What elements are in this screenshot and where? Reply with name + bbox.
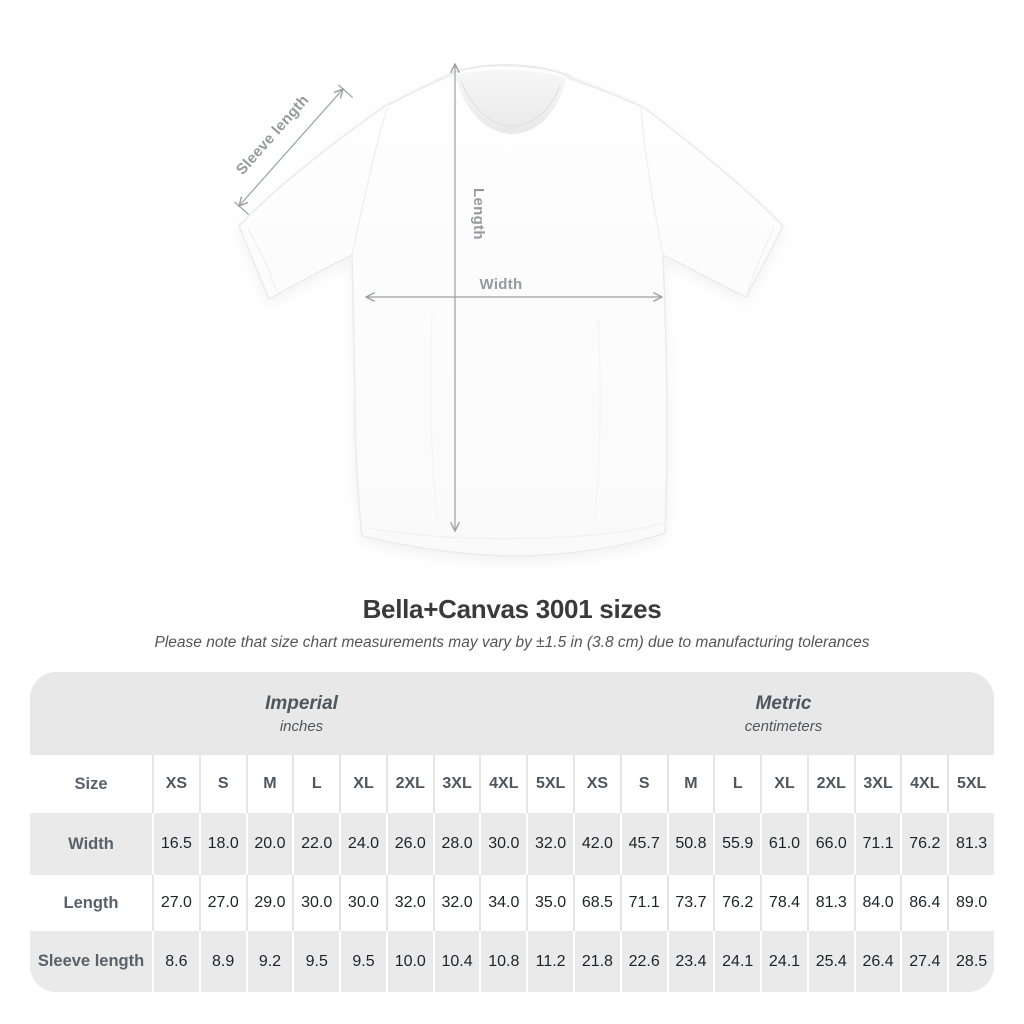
size-value-cell: 25.4 (807, 931, 854, 992)
page-title: Bella+Canvas 3001 sizes (362, 594, 662, 624)
size-col-header: XS (152, 755, 199, 813)
size-value-cell: 18.0 (199, 813, 246, 875)
width-row (30, 813, 994, 875)
size-col-header: 3XL (433, 755, 480, 813)
size-value-cell: 29.0 (246, 875, 293, 931)
size-value-cell: 26.4 (854, 931, 901, 992)
size-value-cell: 24.1 (713, 931, 760, 992)
size-value-cell: 32.0 (386, 875, 433, 931)
tolerance-note: Please note that size chart measurements may vary by ±1.5 in (3.8 cm) due to manufacturing tolerances (154, 634, 870, 651)
size-col-header: XS (573, 755, 620, 813)
size-header-row (30, 755, 994, 813)
imperial-header (30, 672, 573, 755)
metric-unit: centimeters (744, 717, 823, 735)
size-value-cell: 23.4 (667, 931, 714, 992)
size-value-cell: 24.1 (760, 931, 807, 992)
size-value-cell: 86.4 (900, 875, 947, 931)
size-value-cell: 8.9 (199, 931, 246, 992)
size-value-cell: 78.4 (760, 875, 807, 931)
size-col-header: 4XL (479, 755, 526, 813)
size-value-cell: 42.0 (573, 813, 620, 875)
size-value-cell: 45.7 (620, 813, 667, 875)
size-value-cell: 81.3 (947, 813, 994, 875)
size-value-cell: 16.5 (152, 813, 199, 875)
size-value-cell: 22.6 (620, 931, 667, 992)
size-col-header: M (246, 755, 293, 813)
size-col-header: 4XL (900, 755, 947, 813)
size-value-cell: 10.4 (433, 931, 480, 992)
size-col-header: L (713, 755, 760, 813)
imperial-unit: inches (279, 717, 324, 735)
size-value-cell: 76.2 (900, 813, 947, 875)
size-value-cell: 55.9 (713, 813, 760, 875)
size-value-cell: 66.0 (807, 813, 854, 875)
size-col-header: S (620, 755, 667, 813)
size-row-label: Size (30, 755, 152, 813)
size-value-cell: 73.7 (667, 875, 714, 931)
size-value-cell: 50.8 (667, 813, 714, 875)
size-col-header: L (292, 755, 339, 813)
size-value-cell: 27.4 (900, 931, 947, 992)
row-label-sleeve-length: Sleeve length (30, 931, 152, 992)
row-label-length: Length (30, 875, 152, 931)
size-value-cell: 26.0 (386, 813, 433, 875)
size-col-header: S (199, 755, 246, 813)
size-value-cell: 61.0 (760, 813, 807, 875)
size-value-cell: 21.8 (573, 931, 620, 992)
size-value-cell: 10.8 (479, 931, 526, 992)
size-value-cell: 9.2 (246, 931, 293, 992)
size-value-cell: 9.5 (339, 931, 386, 992)
size-value-cell: 84.0 (854, 875, 901, 931)
unit-header-band (30, 672, 994, 755)
size-value-cell: 35.0 (526, 875, 573, 931)
size-value-cell: 9.5 (292, 931, 339, 992)
size-value-cell: 32.0 (526, 813, 573, 875)
size-value-cell: 28.5 (947, 931, 994, 992)
size-value-cell: 20.0 (246, 813, 293, 875)
size-value-cell: 30.0 (339, 875, 386, 931)
size-col-header: XL (760, 755, 807, 813)
size-col-header: XL (339, 755, 386, 813)
size-value-cell: 71.1 (620, 875, 667, 931)
width-label: Width (479, 276, 523, 293)
size-value-cell: 27.0 (199, 875, 246, 931)
size-value-cell: 81.3 (807, 875, 854, 931)
sleeve-length-label: Sleeve length (232, 91, 313, 179)
imperial-title: Imperial (265, 692, 338, 714)
size-chart-table (30, 672, 994, 992)
size-value-cell: 68.5 (573, 875, 620, 931)
size-value-cell: 24.0 (339, 813, 386, 875)
size-col-header: 5XL (526, 755, 573, 813)
size-value-cell: 11.2 (526, 931, 573, 992)
tshirt-illustration (239, 65, 783, 556)
size-value-cell: 34.0 (479, 875, 526, 931)
size-value-cell: 71.1 (854, 813, 901, 875)
sleeve-length-row (30, 931, 994, 992)
size-value-cell: 32.0 (433, 875, 480, 931)
size-value-cell: 89.0 (947, 875, 994, 931)
size-value-cell: 8.6 (152, 931, 199, 992)
size-col-header: 2XL (807, 755, 854, 813)
size-col-header: 3XL (854, 755, 901, 813)
size-col-header: 2XL (386, 755, 433, 813)
size-col-header: 5XL (947, 755, 994, 813)
size-value-cell: 30.0 (292, 875, 339, 931)
size-value-cell: 10.0 (386, 931, 433, 992)
size-value-cell: 28.0 (433, 813, 480, 875)
metric-header (573, 672, 994, 755)
metric-title: Metric (755, 692, 812, 714)
size-value-cell: 22.0 (292, 813, 339, 875)
size-value-cell: 27.0 (152, 875, 199, 931)
length-row (30, 875, 994, 931)
row-label-width: Width (30, 813, 152, 875)
size-value-cell: 76.2 (713, 875, 760, 931)
size-col-header: M (667, 755, 714, 813)
size-value-cell: 30.0 (479, 813, 526, 875)
length-label: Length (470, 188, 487, 240)
